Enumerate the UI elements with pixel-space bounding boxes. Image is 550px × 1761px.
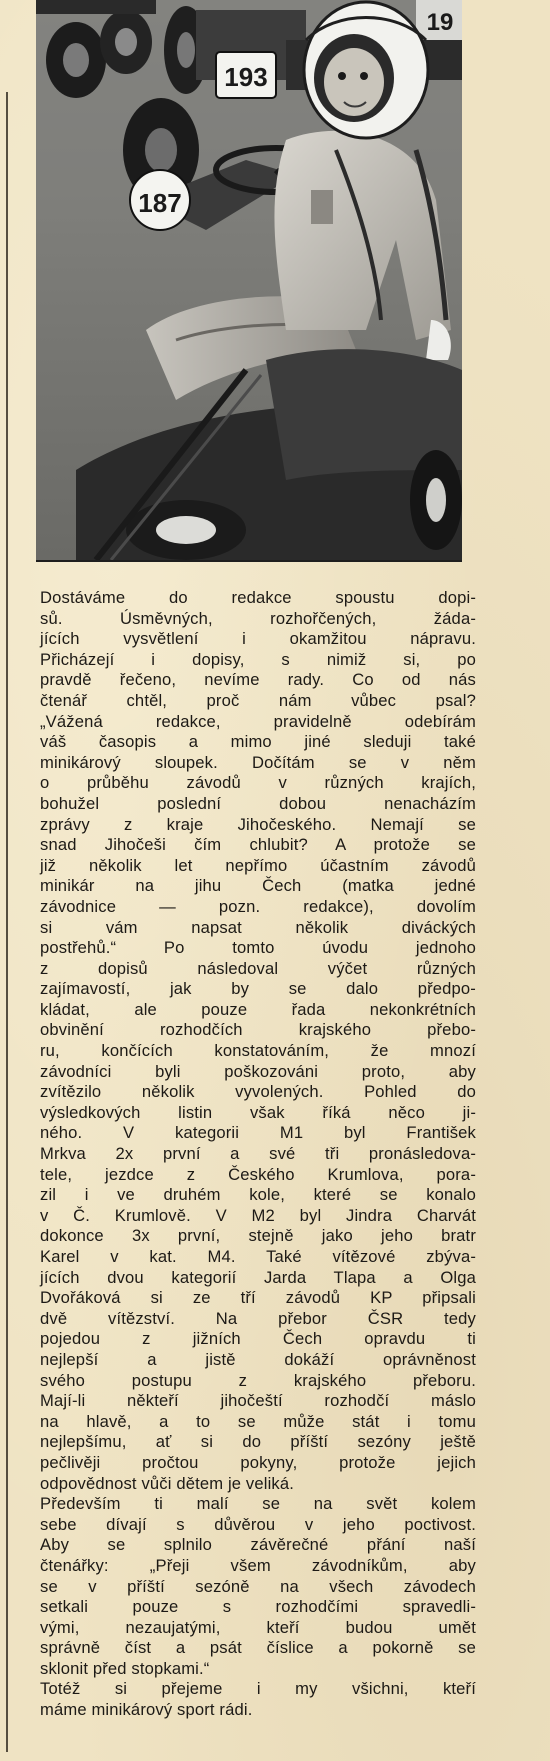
article-line: odpovědnost vůči dětem je veliká. bbox=[40, 1473, 295, 1493]
article-text bbox=[40, 588, 476, 1721]
article-line: Totéž si přejeme i my všichni, kteří bbox=[40, 1679, 476, 1699]
article-line: ného. V kategorii M1 byl František bbox=[40, 1123, 476, 1143]
article-line: Dostáváme do redakce spoustu dopi- bbox=[40, 588, 476, 607]
article-line: Mají-li někteří jihočeští rozhodčí máslo bbox=[40, 1391, 476, 1411]
kart-number-187: 187 bbox=[138, 188, 182, 218]
kart-number-193: 193 bbox=[224, 62, 268, 92]
article-line: dvě vítězství. Na přebor ČSR tedy bbox=[40, 1308, 476, 1328]
article-line: kládat, ale pouze řada nekonkrétních bbox=[40, 999, 476, 1019]
article-line: správně číst a psát číslice a pokorně se bbox=[40, 1638, 476, 1658]
article-line: vými, nezaujatými, kteří budou umět bbox=[40, 1617, 476, 1637]
article-line: se v příští sezóně na všech závodech bbox=[40, 1576, 476, 1596]
article-line: si vám napsat několik diváckých bbox=[40, 917, 476, 937]
article-line: nejlepšímu, ať si do příští sezóny ještě bbox=[40, 1432, 476, 1452]
article-line: máme minikárový sport rádi. bbox=[40, 1700, 253, 1720]
article-line: váš časopis a mimo jiné sleduji také bbox=[40, 732, 476, 752]
article-line: „Vážená redakce, pravidelně odebírám bbox=[40, 711, 476, 731]
article-line: sebe dívají s důvěrou v jeho poctivost. bbox=[40, 1514, 476, 1534]
article-line: závodnice — pozn. redakce), dovolím bbox=[40, 896, 476, 916]
article-line: na hlavě, a to se může stát i tomu bbox=[40, 1411, 476, 1431]
kart-193 bbox=[164, 6, 316, 98]
article-line: Přicházejí i dopisy, s nimiž si, po bbox=[40, 649, 476, 669]
article-line: sů. Úsměvných, rozhořčených, žáda- bbox=[40, 608, 476, 628]
article-line: obvinění rozhodčích krajského přebo- bbox=[40, 1020, 476, 1040]
article-line: v Č. Krumlově. V M2 byl Jindra Charvát bbox=[40, 1205, 476, 1225]
article-line: nejlepší a jistě dokáží oprávněnost bbox=[40, 1349, 476, 1369]
margin-rule bbox=[6, 92, 8, 1752]
article-line: sklonit před stopkami.“ bbox=[40, 1658, 210, 1678]
article-line: zvítězilo několik vyvolených. Pohled do bbox=[40, 1082, 476, 1102]
article-line: tele, jezdce z Českého Krumlova, pora- bbox=[40, 1164, 476, 1184]
article-line: postřehů.“ Po tomto úvodu jednoho bbox=[40, 938, 476, 958]
article-line: výsledkových listin však říká něco ji- bbox=[40, 1102, 476, 1122]
article-line: Především ti malí se na svět kolem bbox=[40, 1494, 476, 1514]
article-photo bbox=[36, 0, 462, 562]
article-line: bohužel poslední dobou nenacházím bbox=[40, 793, 476, 813]
article-line: z dopisů následoval výčet různých bbox=[40, 958, 476, 978]
article-line: již několik let nepřímo účastním závodů bbox=[40, 855, 476, 875]
article-line: závodníci byli poškozováni proto, aby bbox=[40, 1061, 476, 1081]
article-line: Karel v kat. M4. Také vítězové zbýva- bbox=[40, 1247, 476, 1266]
article-line: jících dvou kategorií Jarda Tlapa a Olga bbox=[40, 1267, 476, 1287]
article-line: Dvořáková si ze tří závodů KP připsali bbox=[40, 1288, 476, 1308]
article-line: zprávy z kraje Jihočeského. Nemají se bbox=[40, 814, 476, 834]
article-line: ru, končících konstatováním, že mnozí bbox=[40, 1041, 476, 1061]
article-line: o průběhu závodů v různých krajích, bbox=[40, 773, 476, 793]
photo-karting-child bbox=[36, 0, 462, 560]
article-line: jících vysvětlení i okamžitou nápravu. bbox=[40, 629, 476, 649]
article-line: čtenářky: „Přeji všem závodníkům, aby bbox=[40, 1555, 476, 1575]
article-line: čtenář chtěl, proč nám vůbec psal? bbox=[40, 690, 476, 710]
article-line: pojedou z jižních Čech opravdu ti bbox=[40, 1329, 476, 1349]
article-line: pečlivěji pročtou pokyny, protože jejich bbox=[40, 1452, 476, 1472]
article-line: dokonce 3x první, stejně jako jeho bratr bbox=[40, 1226, 476, 1246]
article-line: setkali pouze s rozhodčími spravedli- bbox=[40, 1597, 476, 1617]
article-line: pravdě řečeno, nevíme rady. Co od nás bbox=[40, 670, 476, 690]
kart-number-19: 19 bbox=[426, 9, 454, 36]
article-line: Aby se splnilo závěrečné přání naší bbox=[40, 1535, 476, 1555]
article-line: zajímavostí, jak by se dalo předpo- bbox=[40, 979, 476, 999]
article-line: minikárový sloupek. Dočítám se v něm bbox=[40, 752, 476, 772]
article-line: Mrkva 2x první a své tři pronásledova- bbox=[40, 1144, 476, 1164]
article-line: svého postupu z krajského přeboru. bbox=[40, 1370, 476, 1390]
article-line: minikár na jihu Čech (matka jedné bbox=[40, 876, 476, 896]
article-line: zil i ve druhém kole, které se konalo bbox=[40, 1185, 476, 1205]
article-line: snad Jihočeši čím chlubit? A protože se bbox=[40, 835, 476, 855]
